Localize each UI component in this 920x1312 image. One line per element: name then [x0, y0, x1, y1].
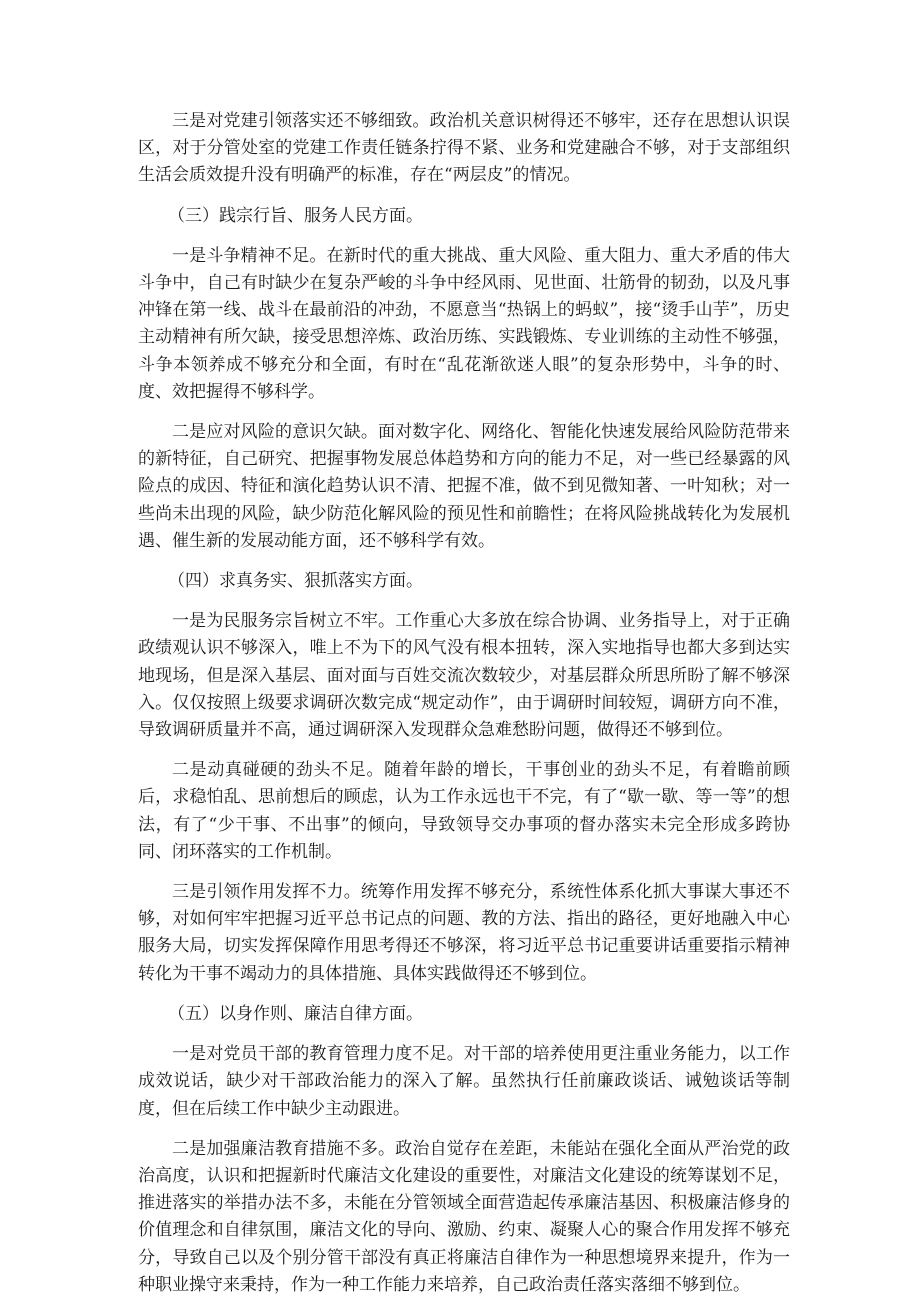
paragraph-tackle-hard-issues: 二是动真碰硬的劲头不足。随着年龄的增长，干事创业的劲头不足，有着瞻前顾后，求稳怕乱、思前想后的顾虑，认为工作永远也干不完，有了“歇一歇、等一等”的想法，有了“少干事、不出事”的倾向，导致领导交办事项的督办落实未完全形成多跨协同、闭环落实的工作机制。	[138, 760, 790, 862]
paragraph-risk-awareness: 二是应对风险的意识欠缺。面对数字化、网络化、智能化快速发展给风险防范带来的新特征，自己研究、把握事物发展总体趋势和方向的能力不足，对一些已经暴露的风险点的成因、特征和演化趋势认识不清、把握不准，做不到见微知著、一叶知秋；对一些尚未出现的风险，缺少防范化解风险的预见性和前瞻性；在将风险挑战转化为发展机遇、催生新的发展动能方面，还不够科学有效。	[138, 422, 790, 551]
document-page	[138, 108, 790, 1312]
section-heading-5: （五）以身作则、廉洁自律方面。	[168, 1003, 423, 1024]
paragraph-party-building-guidance: 三是对党建引领落实还不够细致。政治机关意识树得还不够牢，还存在思想认识误区，对于分管处室的党建工作责任链条拧得不紧、业务和党建融合不够，对于支部组织生活会质效提升没有明确严的标准，存在“两层皮”的情况。	[138, 111, 790, 186]
paragraph-serve-people: 一是为民服务宗旨树立不牢。工作重心大多放在综合协调、业务指导上，对于正确政绩观认识不够深入，唯上不为下的风气没有根本扭转，深入实地指导也都大多到达实地现场，但是深入基层、面对面与百姓交流次数较少，对基层群众所思所盼了解不够深入。仅仅按照上级要求调研次数完成“规定动作”，由于调研时间较短，调研方向不准，导致调研质量并不高，通过调研深入发现群众急难愁盼问题，做得还不够到位。	[138, 611, 790, 741]
paragraph-integrity-education: 二是加强廉洁教育措施不多。政治自觉存在差距，未能站在强化全面从严治党的政治高度，认识和把握新时代廉洁文化建设的重要性，对廉洁文化建设的统筹谋划不足，推进落实的举措办法不多，未能在分管领域全面营造起传承廉洁基因、积极廉洁修身的价值理念和自律氛围，廉洁文化的导向、激励、约束、凝聚人心的聚合作用发挥不够充分，导致自己以及个别分管干部没有真正将廉洁自律作为一种思想境界来提升，作为一种职业操守来秉持，作为一种工作能力来培养，自己政治责任落实落细不够到位。	[138, 1138, 790, 1295]
section-heading-4: （四）求真务实、狠抓落实方面。	[168, 571, 423, 592]
paragraph-leading-role: 三是引领作用发挥不力。统筹作用发挥不够充分，系统性体系化抓大事谋大事还不够，对如何牢牢把握习近平总书记点的问题、教的方法、指出的路径，更好地融入中心服务大局，切实发挥保障作用思考得还不够深，将习近平总书记重要讲话重要指示精神转化为干事不竭动力的具体措施、具体实践做得还不够到位。	[138, 882, 790, 984]
paragraph-cadre-management: 一是对党员干部的教育管理力度不足。对干部的培养使用更注重业务能力，以工作成效说话，缺少对干部政治能力的深入了解。虽然执行任前廉政谈话、诫勉谈话等制度，但在后续工作中缺少主动跟进。	[138, 1044, 790, 1119]
section-heading-3: （三）践宗行旨、服务人民方面。	[168, 205, 423, 226]
paragraph-fighting-spirit: 一是斗争精神不足。在新时代的重大挑战、重大风险、重大阻力、重大矛盾的伟大斗争中，自己有时缺少在复杂严峻的斗争中经风雨、见世面、壮筋骨的韧劲，以及凡事冲锋在第一线、战斗在最前沿的冲劲，不愿意当“热锅上的蚂蚁”，接“烫手山芋”，历史主动精神有所欠缺，接受思想淬炼、政治历练、实践锻炼、专业训练的主动性不够强，斗争本领养成不够充分和全面，有时在“乱花渐欲迷人眼”的复杂形势中，斗争的时、度、效把握得不够科学。	[138, 245, 790, 402]
